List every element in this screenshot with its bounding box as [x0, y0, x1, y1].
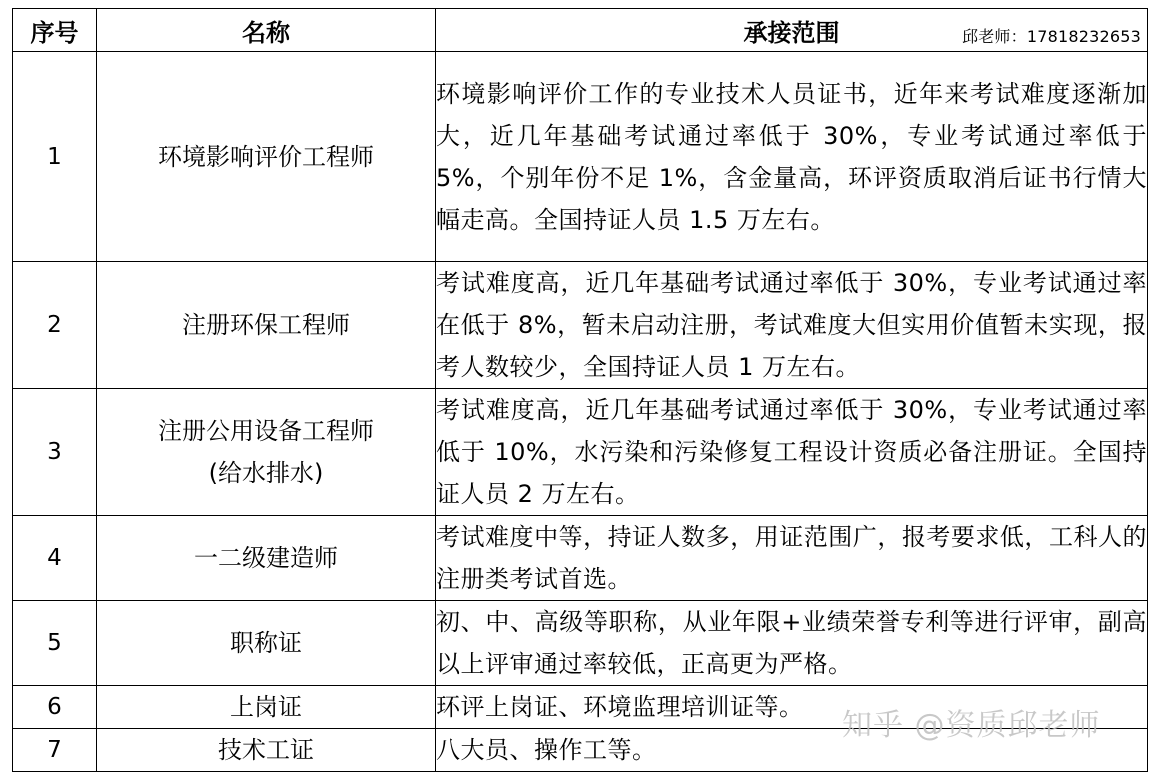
- cert-name: 技术工证: [97, 729, 436, 772]
- row-number: 2: [13, 262, 97, 389]
- cert-name: 职称证: [97, 601, 436, 686]
- row-number: 7: [13, 729, 97, 772]
- cert-scope: 考试难度高，近几年基础考试通过率低于 30%，专业考试通过率低于 10%，水污染和污染修复工程设计资质必备注册证。全国持证人员 2 万左右。: [436, 389, 1148, 516]
- contact-text: 邱老师：17818232653: [962, 27, 1141, 46]
- header-scope: 承接范围: [743, 18, 840, 47]
- header-scope-cell: [436, 9, 1148, 52]
- table-row: [13, 516, 1148, 601]
- cert-scope: 环境影响评价工作的专业技术人员证书，近年来考试难度逐渐加大，近几年基础考试通过率低于 30%，专业考试通过率低于 5%，个别年份不足 1%，含金量高，环评资质取消后证书行情大幅走高。全国持证人员 1.5 万左右。: [436, 52, 1148, 262]
- cert-scope: 考试难度高，近几年基础考试通过率低于 30%，专业考试通过率在低于 8%，暂未启动注册，考试难度大但实用价值暂未实现，报考人数较少，全国持证人员 1 万左右。: [436, 262, 1148, 389]
- row-number: 5: [13, 601, 97, 686]
- cert-name: 环境影响评价工程师: [97, 52, 436, 262]
- cert-scope: 环评上岗证、环境监理培训证等。: [436, 686, 1148, 729]
- table-row: [13, 389, 1148, 516]
- row-number: 1: [13, 52, 97, 262]
- certificate-table: [12, 8, 1148, 772]
- cert-name-cell: [97, 389, 436, 516]
- watermark-text: 知乎 @资质邱老师: [842, 708, 1101, 743]
- cert-scope: 考试难度中等，持证人数多，用证范围广，报考要求低，工科人的注册类考试首选。: [436, 516, 1148, 601]
- cert-scope: 八大员、操作工等。: [436, 729, 1148, 772]
- cert-scope: 初、中、高级等职称，从业年限+业绩荣誉专利等进行评审，副高以上评审通过率较低，正高更为严格。: [436, 601, 1148, 686]
- table-row: [13, 52, 1148, 262]
- cert-name: 注册公用设备工程师: [158, 417, 374, 445]
- table-row: [13, 262, 1148, 389]
- row-number: 4: [13, 516, 97, 601]
- cert-name: 上岗证: [97, 686, 436, 729]
- row-number: 3: [13, 389, 97, 516]
- cert-name: 一二级建造师: [97, 516, 436, 601]
- header-name: 名称: [97, 9, 436, 52]
- header-no: 序号: [13, 9, 97, 52]
- table-row: [13, 601, 1148, 686]
- header-row: [13, 9, 1148, 52]
- row-number: 6: [13, 686, 97, 729]
- cert-name-note: (给水排水): [208, 459, 324, 487]
- cert-name: 注册环保工程师: [97, 262, 436, 389]
